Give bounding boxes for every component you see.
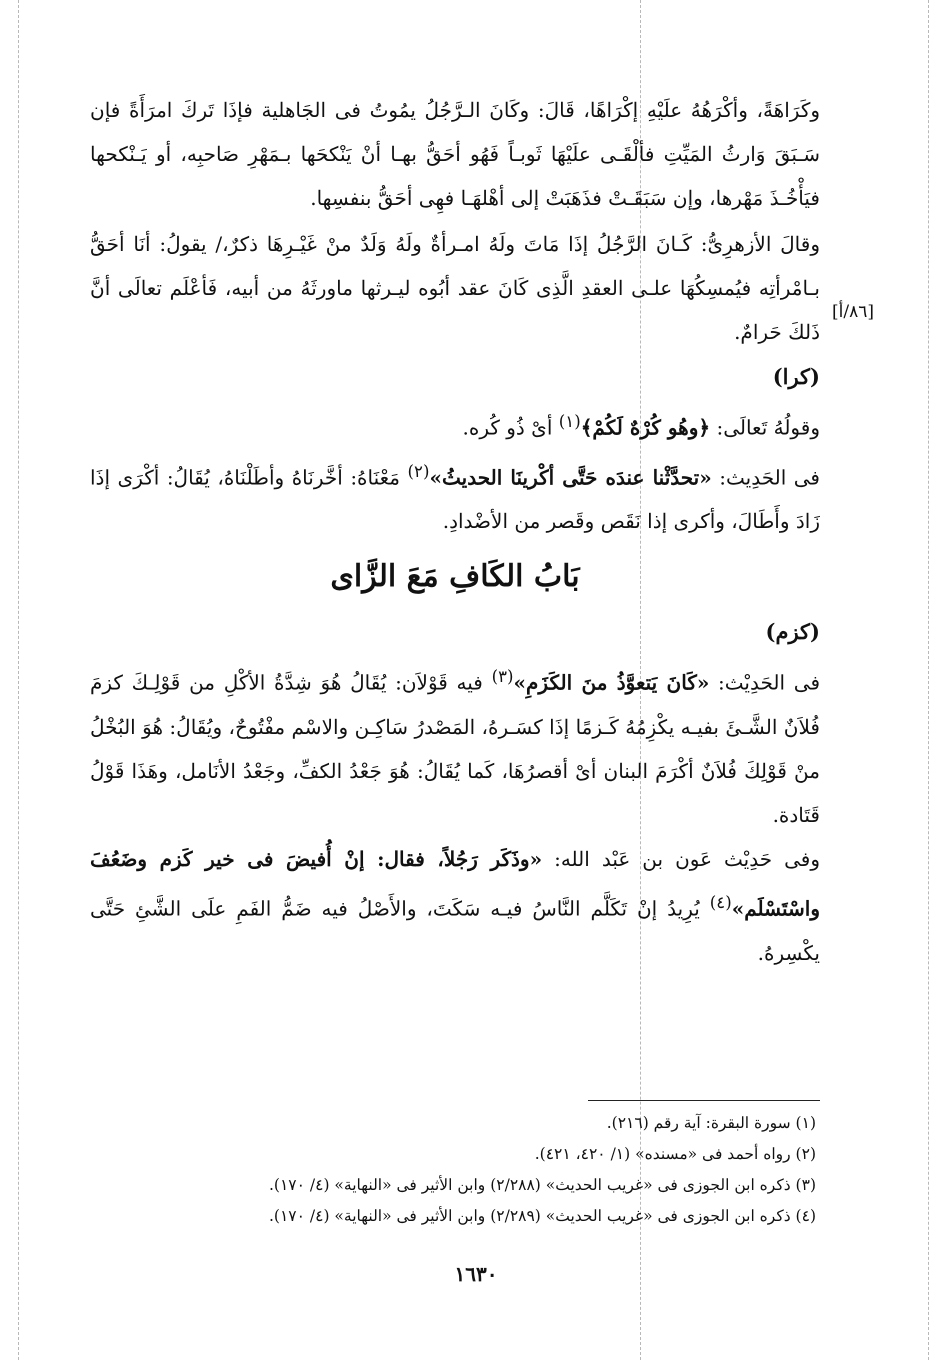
paragraph: وكَرَاهَةً، وأكْرَهُهُ علَيْهِ إكْرَاهًا، قَالَ: وكَانَ الـرَّجُلُ يمُوتُ فى الجَاهلية فإذَا تَركَ امرَأَةً فإن سَـبَقَ وَارثُ المَيِّتِ فألْقَـى علَيْهَا ثَوبـاً فَهُو أحَقُّ بهـا أنْ يَنْكحَها بـمَهْرِ صَاحبِه، أو يَـنْكحها فيَأْخُـذَ مَهْرها، وإن سَبَقَـتْ فذَهَبَتْ إلى أهْلهَـا فهِى أحَقُّ بنفسِها. xyxy=(90,98,820,210)
footnote-divider xyxy=(588,1100,820,1101)
footnotes xyxy=(116,1108,816,1232)
footnote: (٣) ذكره ابن الجوزى فى «غريب الحديث» (٢/٢٨٨) وابن الأثير فى «النهاية» (٤/ ١٧٠). xyxy=(268,1176,816,1194)
page-number: ١٦٣٠ xyxy=(454,1262,498,1286)
margin-reference: [٨٦/أ] xyxy=(832,302,874,322)
paragraph: وقولُهُ تَعالَى: ﴿وهُو كُرْهٌ لَكُمْ﴾$^{(١)}$ أىْ ذُو كُره. xyxy=(462,412,820,440)
footnote-ref: (٤) xyxy=(709,892,732,912)
paragraph: وفى حَدِيْث عَون بن عَبْد الله: «وذَكَر رَجُلاً، فقال: إنْ أُفيضَ فى خير كَزم وضَعُفَ واسْتَسْلَم»$^{(٤)}$ يُرِيدُ إنْ تَكَلَّم النَّاسُ فيـه سَكَتَ، والأَصْلُ فيه ضَمُّ الفَمِ علَى الشَّئِ حَتَّى يكْسِرهُ. xyxy=(90,846,820,965)
footnote-ref: (٢) xyxy=(407,461,430,481)
scan-guide-line xyxy=(928,0,929,1360)
hadith-quote: «وذَكَر رَجُلاً، فقال: إنْ أُفيضَ فى خير كَزم وضَعُفَ واسْتَسْلَم» xyxy=(90,846,820,921)
paragraph: وقالَ الأزهرِىُّ: كَـانَ الرَّجُلُ إذَا مَاتَ ولَهُ امـرأةٌ ولَهُ وَلَدٌ منْ غَيْـرِهَا ذكرٌ،/ يقولُ: أنَا أحَقُّ بـامْرأتِه فيُمسِكُهَا علـى العقدِ الَّذِى كَانَ عقد أبُوه ليـرثها ماورثَهُ من أبيه، فَأعْلَم تعالَى أنَّ ذَلكَ حَرامٌ. xyxy=(90,232,820,344)
entry-heading: (كزم) xyxy=(765,619,820,645)
hadith-quote: «كَانَ يَتعوَّذُ منَ الكَزَمِ» xyxy=(513,670,710,695)
quran-quote: ﴿وهُو كُرْهٌ لَكُمْ﴾ xyxy=(580,415,711,440)
footnote: (١) سورة البقرة: آية رقم (٢١٦). xyxy=(606,1114,816,1132)
paragraph: فى الحَدِيث: «تحدَّثْنا عندَه حَتَّى أكْرينَا الحديثُ»$^{(٢)}$ مَعْنَاهُ: أخَّرنَاهُ وأطَلْنَاهُ، يُقَالُ: أكْرَى إذَا زَادَ وأَطَالَ، وأكرى إذا نَقَص وقَصر من الأضْدادِ. xyxy=(90,461,820,534)
footnote: (٤) ذكره ابن الجوزى فى «غريب الحديث» (٢/٢٨٩) وابن الأثير فى «النهاية» (٤/ ١٧٠). xyxy=(268,1207,816,1225)
hadith-quote: «تحدَّثْنا عندَه حَتَّى أكْرينَا الحديثُ» xyxy=(429,465,712,490)
entry-heading: (كرا) xyxy=(772,364,820,389)
page-body xyxy=(90,88,820,975)
chapter-title: بَابُ الكَافِ مَعَ الزَّاى xyxy=(330,559,580,595)
footnote: (٢) رواه أحمد فى «مسنده» (١/ ٤٢٠، ٤٢١). xyxy=(534,1145,816,1163)
footnote-ref: (٣) xyxy=(491,667,514,687)
scan-guide-line xyxy=(18,0,19,1360)
footnote-ref: (١) xyxy=(558,412,581,431)
paragraph: فى الحَدِيْث: «كَانَ يَتعوَّذُ منَ الكَزَمِ»$^{(٣)}$ فيه قَوْلاَن: يُقَالُ هُوَ شِدَّةُ الأكْلِ من قَوْلِـكَ كزمَ فُلاَنٌ الشَّـئَ بفيـه يكْزِمُهُ كَـزمًا إذَا كسَـرهُ، المَصْدرُ سَاكِـن والاسْم مفْتُوحٌ، ويُقَالُ: هُوَ البُخْلُ منْ قَوْلِكَ فُلاَنٌ أكْرَمَ البنان أىْ أقصرُهَا، كَما يُقَالُ: هُوَ جَعْدُ الكفِّ، وجَعْدُ الأنَامل، وهَذَا قَوْلُ قَتَادة. xyxy=(90,667,821,827)
